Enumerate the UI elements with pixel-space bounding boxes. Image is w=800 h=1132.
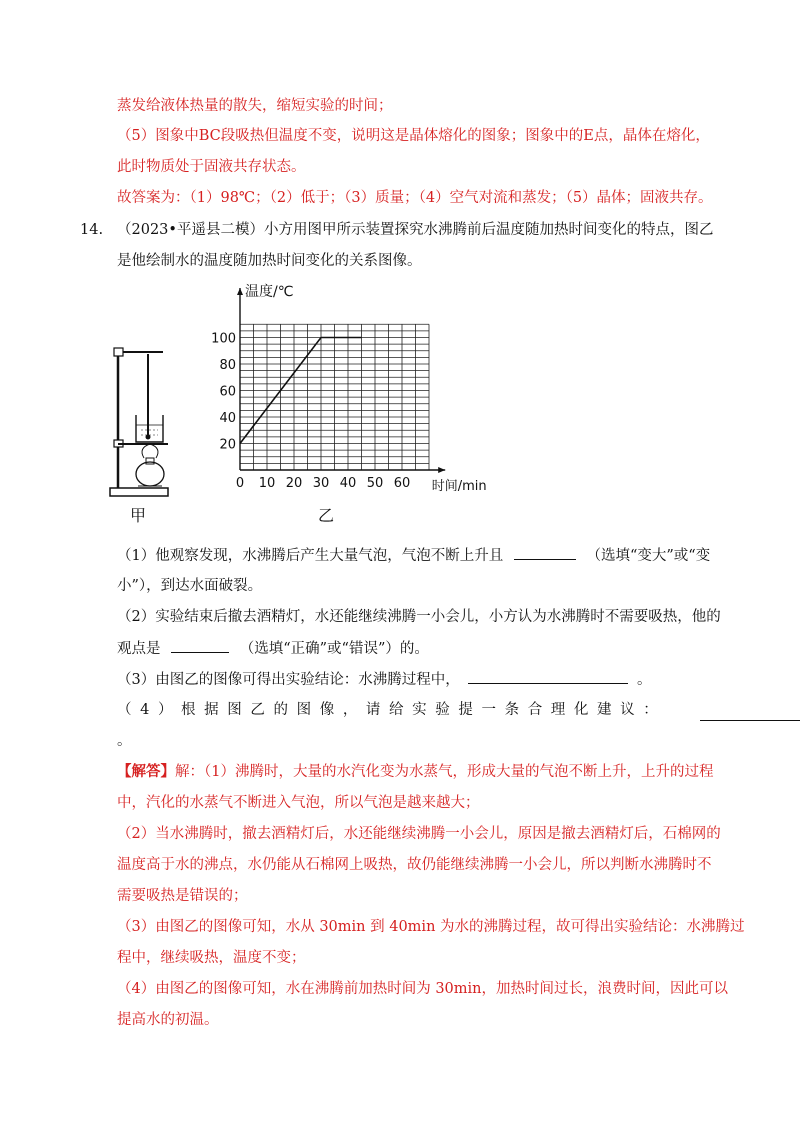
sub-question-2: （2）实验结束后撤去酒精灯，水还能继续沸腾一小会儿，小方认为水沸腾时不需要吸热，他的 [117,609,721,625]
y-tick-label: 100 [211,331,236,347]
q2-text: 观点是 [117,641,161,657]
x-tick-label: 20 [285,476,303,491]
q3-text: （3）由图乙的图像可得出实验结论：水沸腾过程中， [117,672,460,688]
question-text: 是他绘制水的温度随加热时间变化的关系图像。 [117,253,422,269]
prev-answer-line: （5）图象中BC段吸热但温度不变，说明这是晶体熔化的图象；图象中的E点，晶体在熔化， [117,128,710,144]
answer-line: 需要吸热是错误的； [117,888,248,904]
y-tick-label: 20 [219,437,236,453]
y-axis-label: 温度/℃ [245,284,294,300]
x-tick-label: 60 [393,476,411,491]
answer-line: （4）由图乙的图像可知，水在沸腾前加热时间为 30min，加热时间过长，浪费时间，因此可以 [117,981,729,997]
answer-blank[interactable] [171,638,229,653]
y-axis-arrow [237,288,243,295]
figure-jia-label: 甲 [130,506,147,525]
y-tick-label: 60 [219,384,236,400]
prev-answer-line: 蒸发给液体热量的散失，缩短实验的时间； [117,98,393,114]
answer-tag: 【解答】 [117,763,175,780]
figure-yi-label: 乙 [318,506,335,525]
q4-text: （ 4 ） 根 据 图 乙 的 图 像 ， 请 给 实 验 提 一 条 合 理 化 建 议 ： [117,702,658,718]
x-tick-label: 10 [258,476,276,491]
answer-blank[interactable] [700,706,800,721]
sub-question-1 [117,545,710,566]
answer-line: 温度高于水的沸点，水仍能从石棉网上吸热，故仍能继续沸腾一小会儿，所以判断水沸腾时不 [117,857,712,873]
answer-line: 中，汽化的水蒸气不断进入气泡，所以气泡是越来越大； [117,795,480,811]
prev-answer-final: 故答案为：（1）98℃；（2）低于；（3）质量；（4）空气对流和蒸发；（5）晶体；固液共存。 [117,190,713,206]
sub-question-4 [117,700,658,720]
answer-line: 程中，继续吸热，温度不变； [117,950,306,966]
prev-answer-line: 此时物质处于固液共存状态。 [117,159,306,175]
sub-question-4-end: 。 [117,733,132,749]
answer-line: （3）由图乙的图像可知，水从 30min 到 40min 为水的沸腾过程，故可得出实验结论：水沸腾过 [117,919,745,935]
x-axis-arrow [438,467,445,473]
sub-question-2-cont [117,638,429,659]
q1-text: （选填“变大”或“变 [586,548,711,564]
answer-line [117,762,713,782]
x-tick-label: 40 [339,476,357,491]
q3-text: 。 [636,672,652,688]
sub-question-1-cont: 小”），到达水面破裂。 [117,578,263,594]
question-text: （2023•平遥县二模）小方用图甲所示装置探究水沸腾前后温度随加热时间变化的特点，图乙 [117,222,714,238]
answer-line: （2）当水沸腾时，撤去酒精灯后，水还能继续沸腾一小会儿，原因是撤去酒精灯后，石棉网的 [117,826,721,842]
y-tick-label: 80 [219,358,236,373]
answer-blank[interactable] [468,669,628,684]
x-tick-label: 0 [235,476,245,491]
y-tick-label: 40 [219,411,236,426]
answer-line: 提高水的初温。 [117,1012,219,1028]
q2-text: （选填“正确”或“错误”）的。 [239,641,429,657]
apparatus-figure [108,340,170,500]
x-tick-label: 30 [312,476,330,491]
q1-text: （1）他观察发现，水沸腾后产生大量气泡，气泡不断上升且 [117,548,504,564]
question-number: 14. [80,222,104,238]
answer-text: 解：（1）沸腾时，大量的水汽化变为水蒸气，形成大量的气泡不断上升，上升的过程 [175,764,714,780]
x-tick-label: 50 [366,476,384,491]
temperature-time-chart [205,278,505,498]
x-axis-label: 时间/min [431,479,487,494]
answer-blank[interactable] [514,545,576,560]
sub-question-3 [117,669,651,690]
